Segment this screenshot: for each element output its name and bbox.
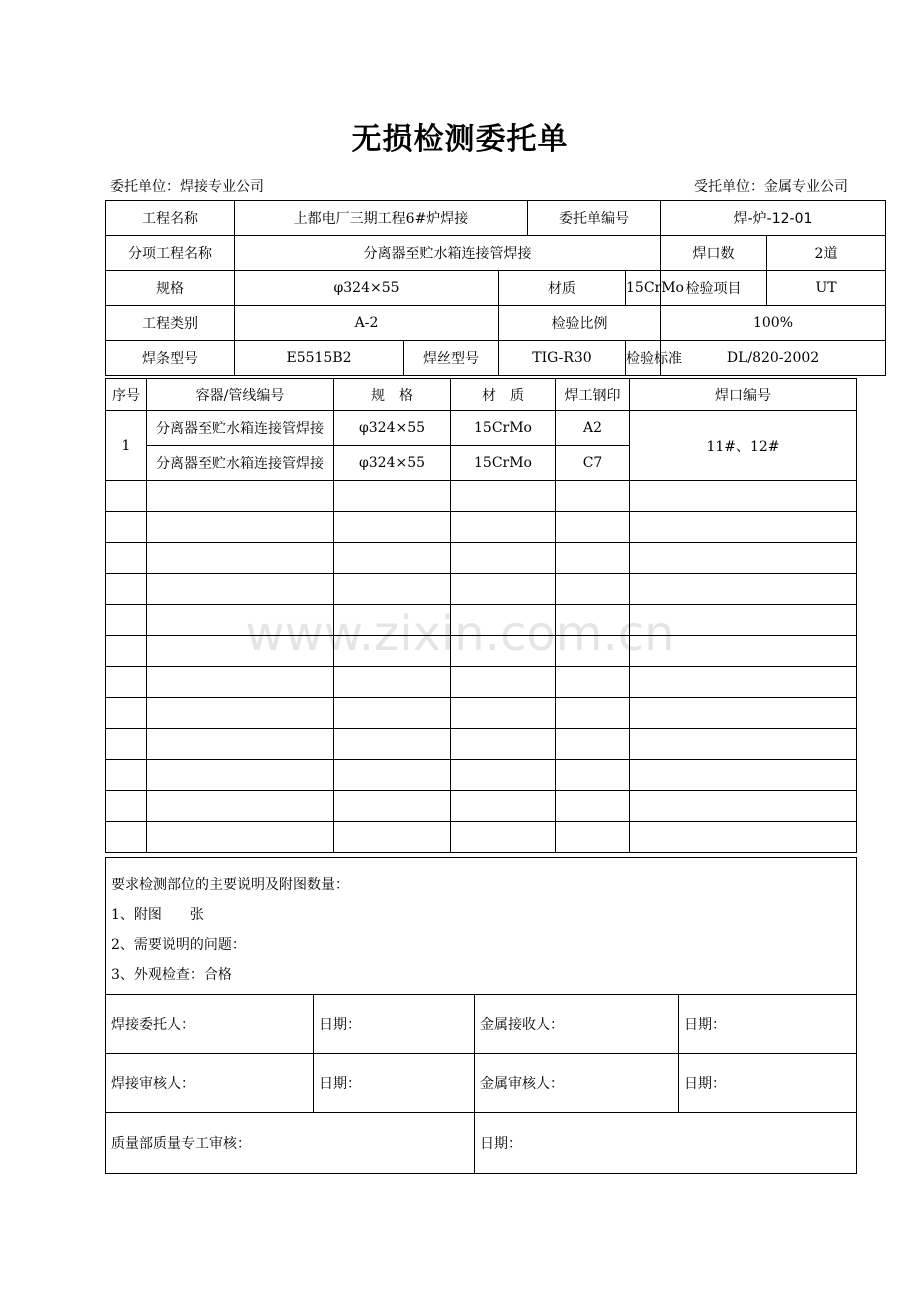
inspect-item-value: UT — [767, 271, 886, 306]
table-row — [106, 411, 857, 446]
sign-row — [106, 1054, 857, 1113]
empty-row — [106, 791, 857, 822]
empty-row — [106, 667, 857, 698]
col-header-spec: 规 格 — [334, 379, 451, 411]
empty-row — [106, 698, 857, 729]
contractor-unit: 受托单位：金属专业公司 — [694, 179, 848, 195]
weld-list-table — [105, 378, 857, 853]
inspect-item-label: 检验项目 — [661, 271, 767, 306]
metal-reviewer-label: 金属审核人： — [475, 1054, 679, 1113]
empty-row — [106, 822, 857, 853]
empty-row — [106, 636, 857, 667]
client-unit: 委托单位：焊接专业公司 — [110, 179, 264, 195]
empty-row — [106, 481, 857, 512]
col-header-seq: 序号 — [106, 379, 147, 411]
quality-reviewer-label: 质量部质量专工审核： — [106, 1113, 475, 1174]
material-value: 15CrMo — [626, 271, 661, 306]
col-header-weld-no: 焊口编号 — [630, 379, 857, 411]
category-value: A-2 — [235, 306, 499, 341]
notes-line-1: 1、附图 张 — [111, 907, 204, 923]
info-row — [106, 201, 886, 236]
empty-row — [106, 574, 857, 605]
notes-sign-table — [105, 857, 857, 1174]
col-header-stamp: 焊工钢印 — [556, 379, 630, 411]
row-weld-numbers: 11#、12# — [630, 411, 857, 481]
project-name-value: 上都电厂三期工程6#炉焊接 — [235, 201, 528, 236]
date-label: 日期： — [679, 1054, 857, 1113]
row-spec: φ324×55 — [334, 446, 451, 481]
info-row — [106, 271, 886, 306]
date-label: 日期： — [475, 1113, 857, 1174]
material-label: 材质 — [499, 271, 626, 306]
metal-receiver-label: 金属接收人： — [475, 995, 679, 1054]
weld-count-value: 2道 — [767, 236, 886, 271]
header-row — [106, 379, 857, 411]
wire-label: 焊丝型号 — [404, 341, 499, 376]
sub-project-label: 分项工程名称 — [106, 236, 235, 271]
sub-project-value: 分离器至贮水箱连接管焊接 — [235, 236, 661, 271]
weld-count-label: 焊口数 — [661, 236, 767, 271]
ratio-label: 检验比例 — [499, 306, 661, 341]
empty-row — [106, 605, 857, 636]
notes-heading: 要求检测部位的主要说明及附图数量： — [111, 877, 349, 893]
row-material: 15CrMo — [451, 446, 556, 481]
notes-line-2: 2、需要说明的问题： — [111, 937, 246, 953]
empty-row — [106, 729, 857, 760]
watermark: www.zixin.com.cn — [245, 606, 675, 662]
info-row — [106, 341, 886, 376]
row-line: 分离器至贮水箱连接管焊接 — [147, 446, 334, 481]
category-label: 工程类别 — [106, 306, 235, 341]
empty-row — [106, 760, 857, 791]
standard-label: 检验标准 — [626, 341, 661, 376]
electrode-value: E5515B2 — [235, 341, 404, 376]
notes-section — [106, 858, 857, 995]
order-no-label: 委托单编号 — [528, 201, 661, 236]
empty-row — [106, 512, 857, 543]
document-title: 无损检测委托单 — [351, 122, 569, 157]
date-label: 日期： — [314, 1054, 475, 1113]
sign-row — [106, 995, 857, 1054]
info-row — [106, 236, 886, 271]
row-seq: 1 — [106, 411, 147, 481]
col-header-line: 容器/管线编号 — [147, 379, 334, 411]
project-name-label: 工程名称 — [106, 201, 235, 236]
row-material: 15CrMo — [451, 411, 556, 446]
row-spec: φ324×55 — [334, 411, 451, 446]
spec-value: φ324×55 — [235, 271, 499, 306]
electrode-label: 焊条型号 — [106, 341, 235, 376]
info-table — [105, 200, 886, 376]
empty-row — [106, 543, 857, 574]
ratio-value: 100% — [661, 306, 886, 341]
date-label: 日期： — [314, 995, 475, 1054]
date-label: 日期： — [679, 995, 857, 1054]
row-stamp: A2 — [556, 411, 630, 446]
standard-value: DL/820-2002 — [661, 341, 886, 376]
notes-row — [106, 858, 857, 995]
col-header-material: 材 质 — [451, 379, 556, 411]
weld-client-label: 焊接委托人： — [106, 995, 314, 1054]
order-no-value: 焊-炉-12-01 — [661, 201, 886, 236]
info-row — [106, 306, 886, 341]
spec-label: 规格 — [106, 271, 235, 306]
notes-line-3: 3、外观检查：合格 — [111, 967, 232, 983]
wire-value: TIG-R30 — [499, 341, 626, 376]
row-line: 分离器至贮水箱连接管焊接 — [147, 411, 334, 446]
row-stamp: C7 — [556, 446, 630, 481]
weld-reviewer-label: 焊接审核人： — [106, 1054, 314, 1113]
sign-row — [106, 1113, 857, 1174]
